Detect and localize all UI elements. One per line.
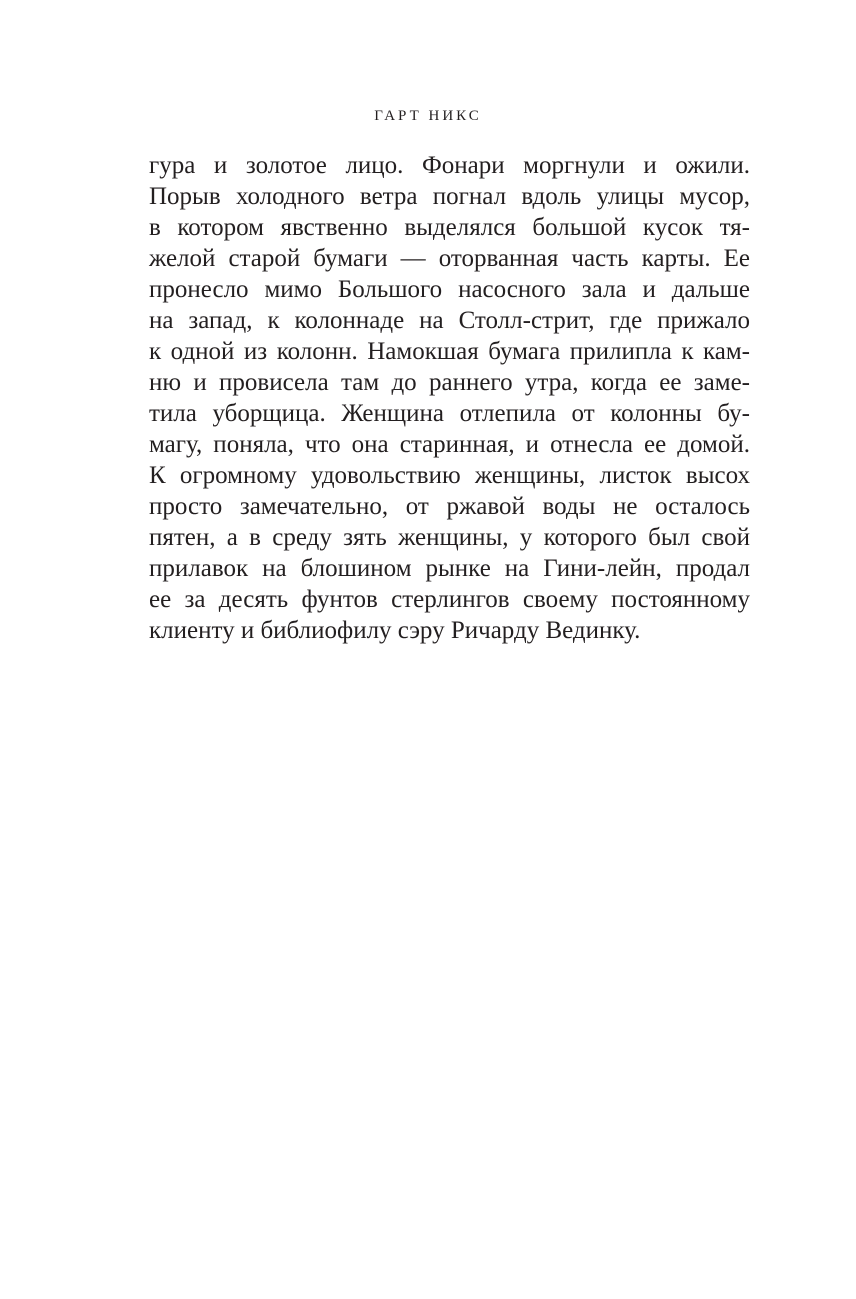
- text-line: к одной из колонн. Намокшая бумага прилипла к кам-: [149, 338, 750, 365]
- body-paragraph: [149, 150, 750, 646]
- text-line: пятен, а в среду зять женщины, у которого был свой: [149, 524, 750, 551]
- text-line: тила уборщица. Женщина отлепила от колонны бу-: [149, 400, 750, 427]
- text-line: ее за десять фунтов стерлингов своему постоянному: [149, 586, 750, 613]
- text-line: желой старой бумаги — оторванная часть карты. Ее: [149, 245, 750, 272]
- text-line: К огромному удовольствию женщины, листок высох: [149, 462, 750, 489]
- text-line: в котором явственно выделялся большой кусок тя-: [149, 214, 750, 241]
- text-line: прилавок на блошином рынке на Гини-лейн, продал: [149, 555, 750, 582]
- running-head-author: ГАРТ НИКС: [374, 108, 482, 124]
- text-line: гура и золотое лицо. Фонари моргнули и ожили.: [149, 152, 750, 179]
- text-line: на запад, к колоннаде на Столл-стрит, где прижало: [149, 307, 750, 334]
- text-line: ню и провисела там до раннего утра, когда ее заме-: [149, 369, 750, 396]
- text-line: Порыв холодного ветра погнал вдоль улицы мусор,: [149, 183, 750, 210]
- text-line: просто замечательно, от ржавой воды не осталось: [149, 493, 750, 520]
- text-line: пронесло мимо Большого насосного зала и дальше: [149, 276, 750, 303]
- text-line: магу, поняла, что она старинная, и отнесла ее домой.: [149, 431, 750, 458]
- text-line: клиенту и библиофилу сэру Ричарду Вединку.: [149, 617, 641, 644]
